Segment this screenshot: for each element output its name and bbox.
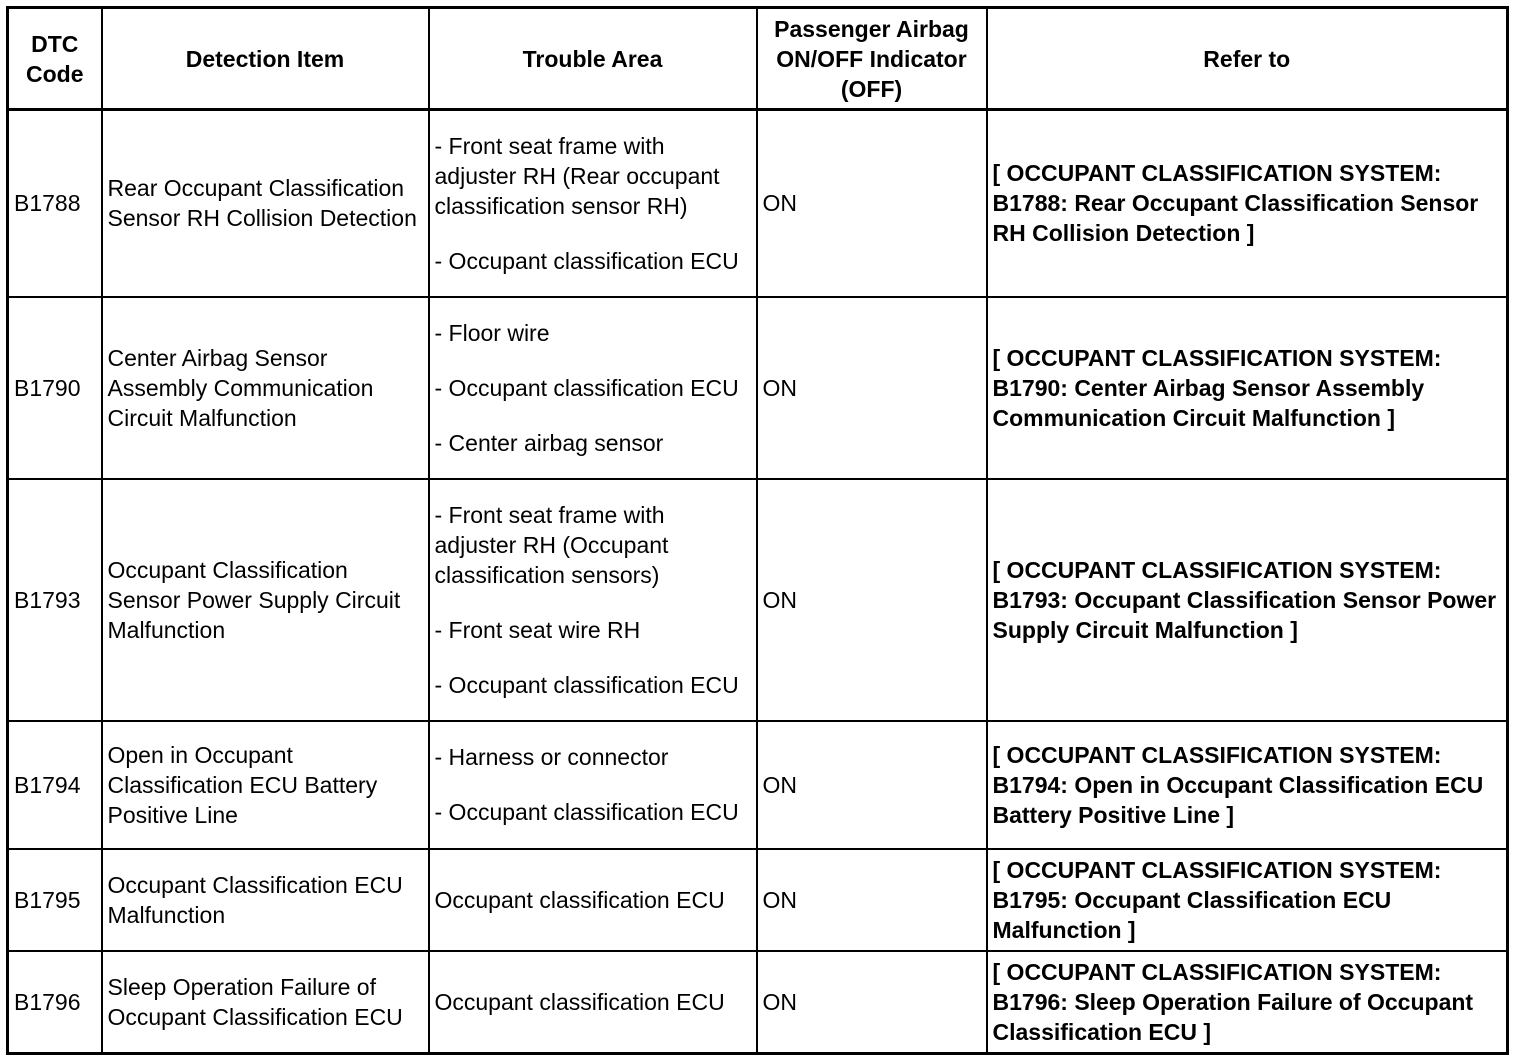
refer-to-link[interactable]: [ OCCUPANT CLASSIFICATION SYSTEM: B1790: Center Airbag Sensor Assembly Communication Circuit Malfunction ] xyxy=(987,297,1508,479)
refer-to-link[interactable]: [ OCCUPANT CLASSIFICATION SYSTEM: B1794: Open in Occupant Classification ECU Battery Positive Line ] xyxy=(987,721,1508,849)
trouble-area-line: - Center airbag sensor xyxy=(434,429,664,456)
trouble-area-cell xyxy=(429,297,757,479)
table-row xyxy=(8,110,1508,297)
dtc-code-cell: B1793 xyxy=(8,479,102,721)
trouble-area-line: - Front seat wire RH xyxy=(434,616,641,643)
trouble-area-line: Occupant classification ECU xyxy=(434,886,725,913)
trouble-area-line: - Occupant classification ECU xyxy=(434,671,739,698)
indicator-cell: ON xyxy=(757,479,987,721)
indicator-cell: ON xyxy=(757,721,987,849)
detection-item-cell: Occupant Classification ECU Malfunction xyxy=(102,849,429,951)
dtc-code-cell: B1795 xyxy=(8,849,102,951)
trouble-area-line: - Front seat frame with adjuster RH (Rear occupant classification sensor RH) xyxy=(434,132,720,219)
table-row xyxy=(8,849,1508,951)
trouble-area-cell xyxy=(429,951,757,1054)
trouble-area-line: - Occupant classification ECU xyxy=(434,374,739,401)
trouble-area-line: - Occupant classification ECU xyxy=(434,247,739,274)
dtc-code-cell: B1794 xyxy=(8,721,102,849)
trouble-area-cell xyxy=(429,849,757,951)
refer-to-link[interactable]: [ OCCUPANT CLASSIFICATION SYSTEM: B1788: Rear Occupant Classification Sensor RH Collision Detection ] xyxy=(987,110,1508,297)
header-refer-to: Refer to xyxy=(987,8,1508,110)
indicator-cell: ON xyxy=(757,849,987,951)
trouble-area-line: - Occupant classification ECU xyxy=(434,799,739,825)
trouble-area-line: Occupant classification ECU xyxy=(434,988,725,1015)
indicator-cell: ON xyxy=(757,951,987,1054)
detection-item-cell: Occupant Classification Sensor Power Supply Circuit Malfunction xyxy=(102,479,429,721)
indicator-cell: ON xyxy=(757,297,987,479)
table-row xyxy=(8,721,1508,849)
header-row xyxy=(8,8,1508,110)
table-row xyxy=(8,479,1508,721)
table-row xyxy=(8,297,1508,479)
dtc-code-cell: B1790 xyxy=(8,297,102,479)
detection-item-cell: Center Airbag Sensor Assembly Communication Circuit Malfunction xyxy=(102,297,429,479)
trouble-area-line: - Floor wire xyxy=(434,319,550,346)
detection-item-cell: Open in Occupant Classification ECU Battery Positive Line xyxy=(102,721,429,849)
trouble-area-cell xyxy=(429,110,757,297)
header-detection-item: Detection Item xyxy=(102,8,429,110)
trouble-area-cell xyxy=(429,721,757,849)
trouble-area-line: - Front seat frame with adjuster RH (Occupant classification sensors) xyxy=(434,501,669,588)
header-dtc-code: DTC Code xyxy=(8,8,102,110)
dtc-code-cell: B1796 xyxy=(8,951,102,1054)
dtc-code-cell: B1788 xyxy=(8,110,102,297)
indicator-cell: ON xyxy=(757,110,987,297)
trouble-area-line: - Harness or connector xyxy=(434,744,669,770)
detection-item-cell: Sleep Operation Failure of Occupant Classification ECU xyxy=(102,951,429,1054)
refer-to-link[interactable]: [ OCCUPANT CLASSIFICATION SYSTEM: B1796: Sleep Operation Failure of Occupant Classification ECU ] xyxy=(987,951,1508,1054)
trouble-area-cell xyxy=(429,479,757,721)
header-indicator: Passenger Airbag ON/OFF Indicator (OFF) xyxy=(757,8,987,110)
header-trouble-area: Trouble Area xyxy=(429,8,757,110)
detection-item-cell: Rear Occupant Classification Sensor RH Collision Detection xyxy=(102,110,429,297)
dtc-table xyxy=(6,6,1509,1055)
refer-to-link[interactable]: [ OCCUPANT CLASSIFICATION SYSTEM: B1795: Occupant Classification ECU Malfunction ] xyxy=(987,849,1508,951)
table-row xyxy=(8,951,1508,1054)
refer-to-link[interactable]: [ OCCUPANT CLASSIFICATION SYSTEM: B1793: Occupant Classification Sensor Power Supply Circuit Malfunction ] xyxy=(987,479,1508,721)
